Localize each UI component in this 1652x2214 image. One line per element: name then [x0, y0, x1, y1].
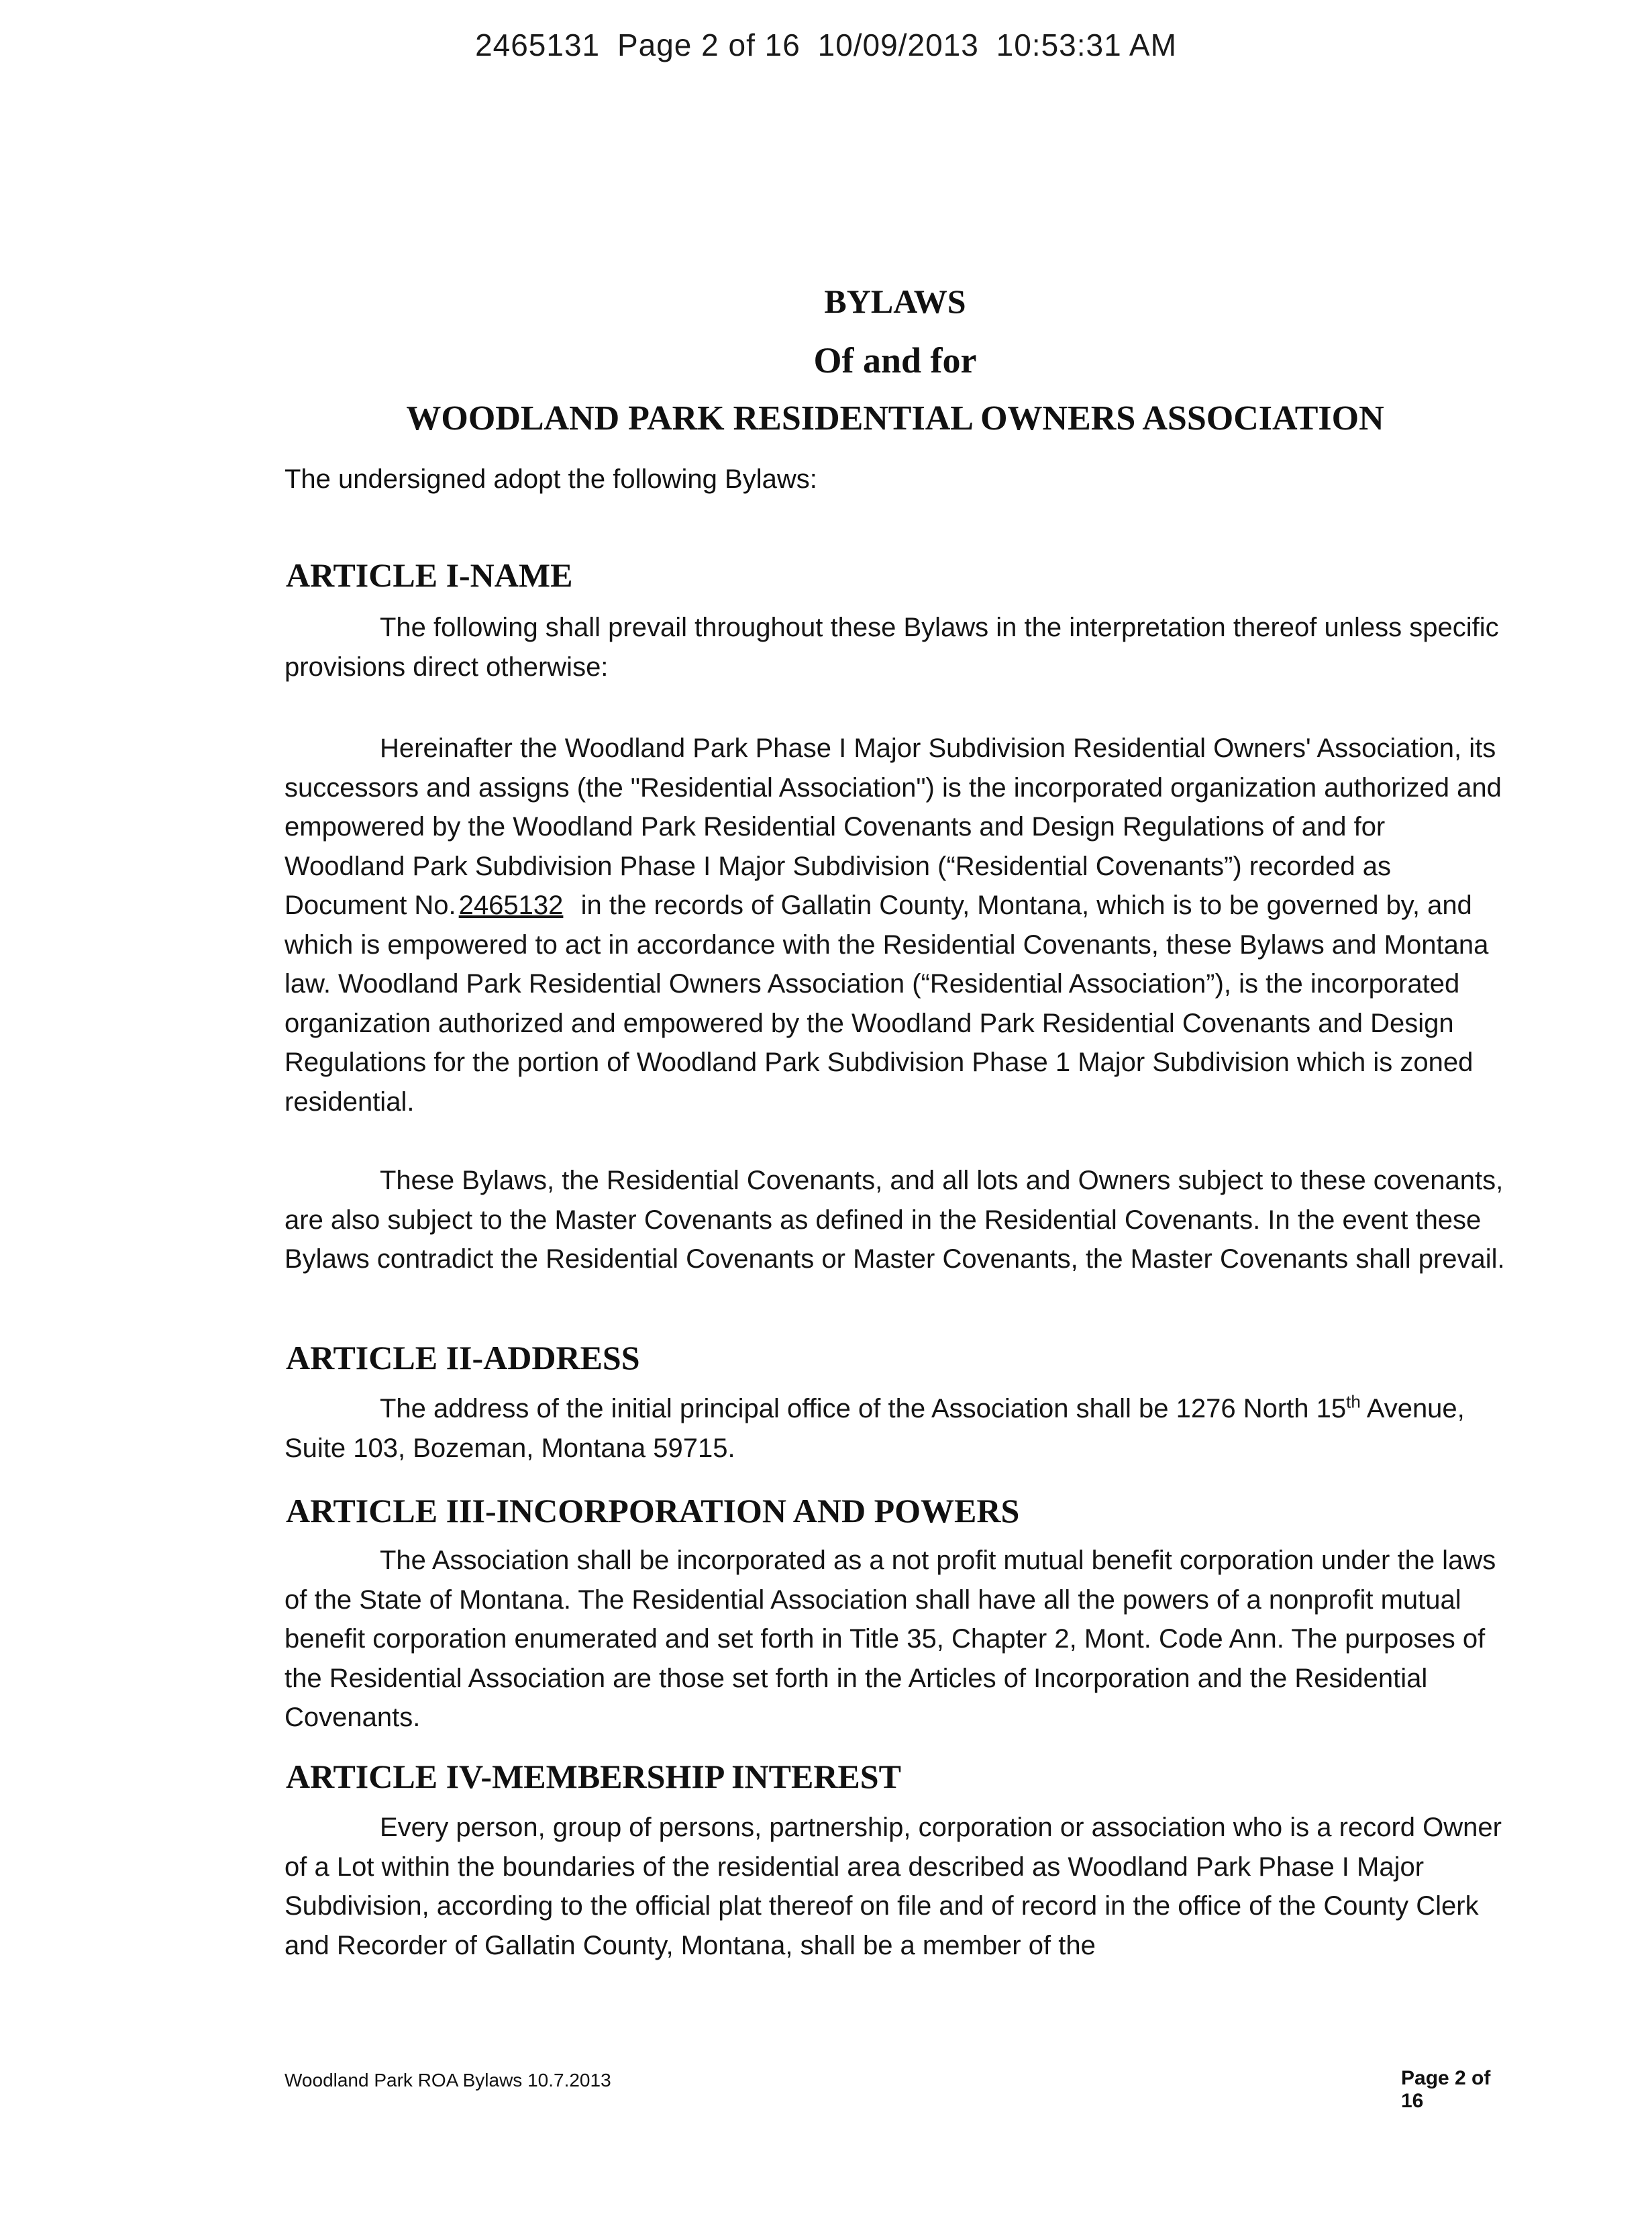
article-4-heading: ARTICLE IV-MEMBERSHIP INTEREST — [286, 1758, 901, 1795]
article-2-heading: ARTICLE II-ADDRESS — [286, 1339, 640, 1376]
intro-line: The undersigned adopt the following Bylaws: — [285, 464, 817, 494]
article-3-heading: ARTICLE III-INCORPORATION AND POWERS — [286, 1492, 1020, 1529]
article-1-p1-text: The following shall prevail throughout these Bylaws in the interpretation thereof unless specific provisions direct otherwise: — [285, 613, 1499, 682]
article-2-p-after: Avenue, Suite 103, Bozeman, Montana 59715. — [285, 1394, 1465, 1463]
article-3-p-text: The Association shall be incorporated as a not profit mutual benefit corporation under the laws of the State of Montana. The Residential Association shall have all the powers of a nonprofit mutual benefit corporation enumerated and set forth in Title 35, Chapter 2, Mont. Code Ann. The purposes of the Residential Association are those set forth in the Articles of Incorporation and the Residential Covenants. — [285, 1546, 1496, 1732]
footer-page-number: Page 2 of 16 — [1401, 2067, 1491, 2112]
article-2-paragraph — [285, 1389, 1506, 1468]
ordinal-suffix: th — [1346, 1391, 1361, 1412]
article-1-p2-after: in the records of Gallatin County, Montana, which is to be governed by, and which is empowered to act in accordance with the Residential Covenants, these Bylaws and Montana law. Woodland Park Residential Owners Association (“Residential Association”), is the incorporated organization authorized and empowered by the Woodland Park Residential Covenants and Design Regulations for the portion of Woodland Park Subdivision Phase 1 Major Subdivision which is zoned residential. — [285, 891, 1489, 1117]
stamp-page: Page 2 of 16 — [617, 28, 801, 62]
stamp-date: 10/09/2013 — [817, 28, 979, 62]
footer-document-title: Woodland Park ROA Bylaws 10.7.2013 — [285, 2070, 611, 2091]
document-number: 2465132 — [458, 891, 564, 920]
stamp-time: 10:53:31 AM — [996, 28, 1177, 62]
article-1-paragraph-3 — [285, 1161, 1506, 1279]
article-3-paragraph — [285, 1541, 1506, 1738]
article-4-paragraph — [285, 1808, 1506, 1965]
stamp-doc-number: 2465131 — [475, 28, 601, 62]
article-1-paragraph-1 — [285, 608, 1506, 687]
article-1-p3-text: These Bylaws, the Residential Covenants, and all lots and Owners subject to these covenants, are also subject to the Master Covenants as defined in the Residential Covenants. In the event these Bylaws contradict the Residential Covenants or Master Covenants, the Master Covenants shall prevail. — [285, 1166, 1505, 1274]
article-1-paragraph-2 — [285, 729, 1506, 1121]
recording-stamp — [0, 27, 1652, 63]
title-bylaws: BYLAWS — [824, 283, 966, 320]
article-4-p-text: Every person, group of persons, partnership, corporation or association who is a record Owner of a Lot within the boundaries of the residential area described as Woodland Park Phase I Major Subdivision, according to the official plat thereof on file and of record in the office of the County Clerk and Recorder of Gallatin County, Montana, shall be a member of the — [285, 1813, 1502, 1960]
title-association-name: WOODLAND PARK RESIDENTIAL OWNERS ASSOCIATION — [406, 399, 1384, 438]
title-of-and-for: Of and for — [813, 340, 977, 381]
article-1-p2-before: Hereinafter the Woodland Park Phase I Major Subdivision Residential Owners' Association, its successors and assigns (the "Residential Association") is the incorporated organization authorized and empowered by the Woodland Park Residential Covenants and Design Regulations of and for Woodland Park Subdivision Phase I Major Subdivision (“Residential Covenants”) recorded as Document No. — [285, 734, 1502, 920]
article-1-heading: ARTICLE I-NAME — [286, 556, 573, 594]
article-2-p-before: The address of the initial principal office of the Association shall be 1276 North 15 — [380, 1394, 1347, 1423]
